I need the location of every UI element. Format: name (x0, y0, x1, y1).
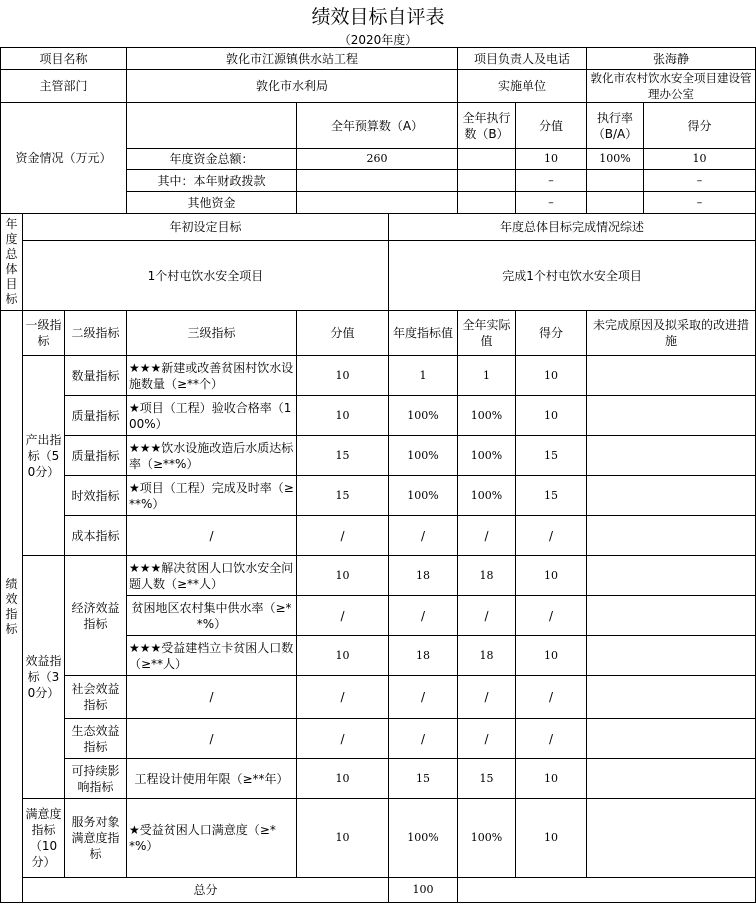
score-value-cell: 10 (297, 799, 389, 878)
score-cell: / (516, 676, 587, 719)
funds-score-value: – (516, 192, 587, 214)
indicator-cell: ★★★解决贫困人口饮水安全问题人数（≥**人） (127, 556, 297, 596)
level2-sustainable: 可持续影响指标 (65, 759, 127, 799)
actual-cell: / (458, 596, 516, 636)
funds-budget (297, 192, 458, 214)
funds-executed (458, 149, 516, 170)
page-subtitle-year: （2020年度） (338, 33, 418, 47)
actual-cell: 18 (458, 636, 516, 676)
level2-social: 社会效益指标 (65, 676, 127, 719)
dept-label: 主管部门 (1, 70, 127, 103)
perf-header-actual: 全年实际值 (458, 311, 516, 356)
funds-header-executed: 全年执行数（B） (458, 103, 516, 149)
perf-label: 绩效指标 (1, 311, 23, 903)
total-blank (458, 878, 756, 903)
score-cell: / (516, 596, 587, 636)
indicator-cell: ★项目（工程）完成及时率（≥**%） (127, 476, 297, 516)
indicator-cell: / (127, 719, 297, 759)
target-cell: 1 (389, 356, 458, 396)
score-cell: 10 (516, 556, 587, 596)
funds-score: 10 (644, 149, 756, 170)
score-cell: 15 (516, 436, 587, 476)
actual-cell: 100% (458, 799, 516, 878)
target-cell: / (389, 719, 458, 759)
target-cell: 18 (389, 636, 458, 676)
funds-label: 资金情况（万元） (1, 103, 127, 214)
level2-quality: 质量指标 (65, 396, 127, 436)
target-cell: 100% (389, 476, 458, 516)
funds-row-label: 其中：本年财政拨款 (127, 170, 297, 192)
perf-header-level2: 二级指标 (65, 311, 127, 356)
indicator-cell: ★受益贫困人口满意度（≥**%） (127, 799, 297, 878)
group-satisfaction: 满意度指标（10分） (23, 799, 65, 878)
level2-economic: 经济效益指标 (65, 556, 127, 676)
reason-cell (587, 636, 756, 676)
target-cell: 100% (389, 396, 458, 436)
reason-cell (587, 356, 756, 396)
score-value-cell: / (297, 676, 389, 719)
goals-initial: 1个村屯饮水安全项目 (23, 241, 389, 311)
score-value-cell: 15 (297, 476, 389, 516)
goals-completion-header: 年度总体目标完成情况综述 (389, 214, 756, 241)
reason-cell (587, 759, 756, 799)
score-cell: / (516, 516, 587, 556)
perf-header-score-value: 分值 (297, 311, 389, 356)
funds-header-rate: 执行率（B/A） (587, 103, 644, 149)
funds-budget (297, 170, 458, 192)
indicator-cell: ★★★新建或改善贫困村饮水设施数量（≥**个） (127, 356, 297, 396)
group-benefit: 效益指标（30分） (23, 556, 65, 799)
level2-quantity: 数量指标 (65, 356, 127, 396)
funds-row-label: 其他资金 (127, 192, 297, 214)
score-value-cell: 10 (297, 759, 389, 799)
score-cell: 10 (516, 759, 587, 799)
perf-header-level3: 三级指标 (127, 311, 297, 356)
score-cell: / (516, 719, 587, 759)
actual-cell: 100% (458, 396, 516, 436)
actual-cell: 15 (458, 759, 516, 799)
score-cell: 15 (516, 476, 587, 516)
goals-label: 年度总体目标 (1, 214, 23, 311)
funds-row-label: 年度资金总额： (127, 149, 297, 170)
level2-ecological: 生态效益指标 (65, 719, 127, 759)
indicator-cell: / (127, 516, 297, 556)
indicator-cell: ★★★饮水设施改造后水质达标率（≥**%） (127, 436, 297, 476)
score-cell: 10 (516, 799, 587, 878)
actual-cell: / (458, 719, 516, 759)
target-cell: 100% (389, 799, 458, 878)
target-cell: 18 (389, 556, 458, 596)
target-cell: / (389, 676, 458, 719)
project-name-value: 敦化市江源镇供水站工程 (127, 48, 458, 70)
funds-executed (458, 170, 516, 192)
impl-value: 敦化市农村饮水安全项目建设管理办公室 (587, 70, 756, 103)
actual-cell: 100% (458, 476, 516, 516)
reason-cell (587, 436, 756, 476)
funds-header-score-value: 分值 (516, 103, 587, 149)
target-cell: / (389, 516, 458, 556)
level2-quality: 质量指标 (65, 436, 127, 476)
score-cell: 10 (516, 636, 587, 676)
funds-executed (458, 192, 516, 214)
perf-header-score: 得分 (516, 311, 587, 356)
score-value-cell: 10 (297, 356, 389, 396)
funds-header-blank (127, 103, 297, 149)
total-label: 总分 (23, 878, 389, 903)
dept-value: 敦化市水利局 (127, 70, 458, 103)
actual-cell: 100% (458, 436, 516, 476)
score-value-cell: 10 (297, 636, 389, 676)
actual-cell: 1 (458, 356, 516, 396)
target-cell: 100% (389, 436, 458, 476)
perf-header-reason: 未完成原因及拟采取的改进措施 (587, 311, 756, 356)
level2-cost: 成本指标 (65, 516, 127, 556)
evaluation-table (0, 47, 756, 903)
leader-label: 项目负责人及电话 (458, 48, 587, 70)
reason-cell (587, 396, 756, 436)
indicator-cell: 贫困地区农村集中供水率（≥**%） (127, 596, 297, 636)
funds-score-value: 10 (516, 149, 587, 170)
score-value-cell: / (297, 516, 389, 556)
score-value-cell: 15 (297, 436, 389, 476)
score-value-cell: / (297, 719, 389, 759)
level2-service: 服务对象满意度指标 (65, 799, 127, 878)
score-value-cell: 10 (297, 556, 389, 596)
funds-score: – (644, 192, 756, 214)
target-cell: / (389, 596, 458, 636)
funds-header-score: 得分 (644, 103, 756, 149)
funds-score: – (644, 170, 756, 192)
funds-score-value: – (516, 170, 587, 192)
target-cell: 15 (389, 759, 458, 799)
score-value-cell: / (297, 596, 389, 636)
goals-completion: 完成1个村屯饮水安全项目 (389, 241, 756, 311)
funds-budget: 260 (297, 149, 458, 170)
indicator-cell: / (127, 676, 297, 719)
reason-cell (587, 596, 756, 636)
actual-cell: / (458, 516, 516, 556)
total-value: 100 (389, 878, 458, 903)
reason-cell (587, 799, 756, 878)
funds-rate (587, 192, 644, 214)
perf-header-target: 年度指标值 (389, 311, 458, 356)
reason-cell (587, 476, 756, 516)
perf-header-level1: 一级指标 (23, 311, 65, 356)
reason-cell (587, 516, 756, 556)
actual-cell: 18 (458, 556, 516, 596)
project-name-label: 项目名称 (1, 48, 127, 70)
reason-cell (587, 676, 756, 719)
leader-value: 张海静 (587, 48, 756, 70)
score-cell: 10 (516, 356, 587, 396)
impl-label: 实施单位 (458, 70, 587, 103)
page-title: 绩效目标自评表 (311, 6, 445, 28)
reason-cell (587, 556, 756, 596)
level2-timeliness: 时效指标 (65, 476, 127, 516)
funds-rate (587, 170, 644, 192)
group-output: 产出指标（50分） (23, 356, 65, 556)
score-value-cell: 10 (297, 396, 389, 436)
funds-rate: 100% (587, 149, 644, 170)
indicator-cell: ★★★受益建档立卡贫困人口数（≥**人） (127, 636, 297, 676)
indicator-cell: 工程设计使用年限（≥**年） (127, 759, 297, 799)
goals-initial-header: 年初设定目标 (23, 214, 389, 241)
actual-cell: / (458, 676, 516, 719)
funds-header-budget: 全年预算数（A） (297, 103, 458, 149)
indicator-cell: ★项目（工程）验收合格率（100%） (127, 396, 297, 436)
score-cell: 10 (516, 396, 587, 436)
reason-cell (587, 719, 756, 759)
